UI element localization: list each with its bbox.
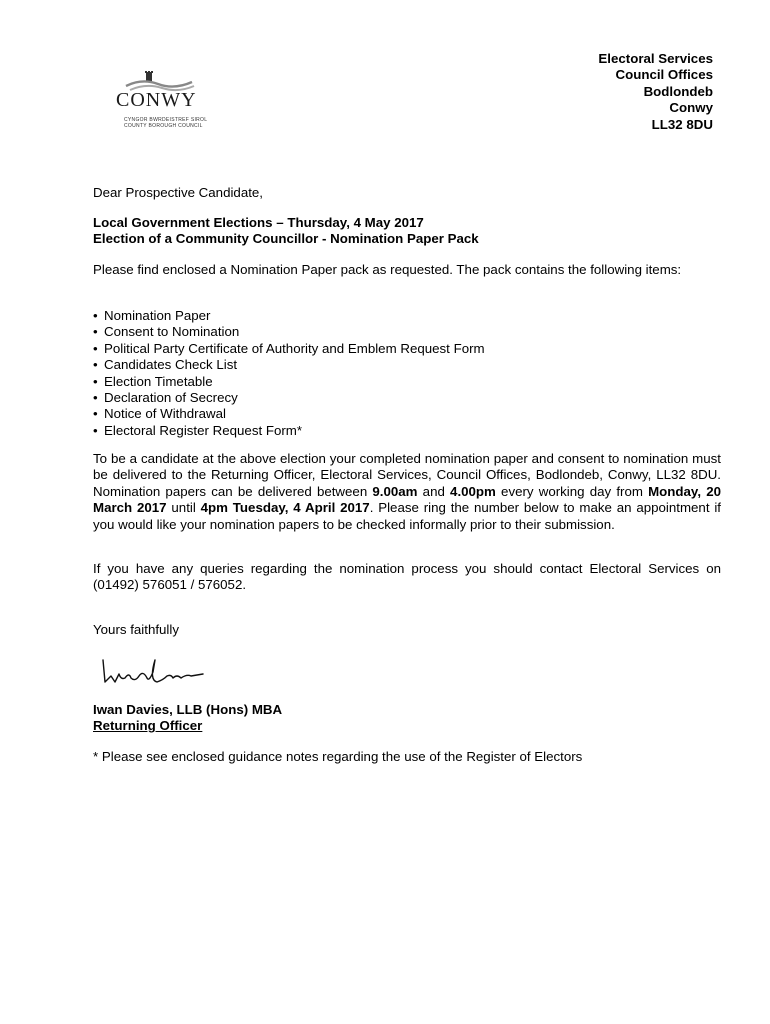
subject-line: Local Government Elections – Thursday, 4 May 2017 [93, 215, 424, 230]
bullet-icon: • [93, 340, 98, 356]
deadline: 4pm Tuesday, 4 April 2017 [200, 500, 370, 516]
list-item: • Declaration of Secrecy [93, 389, 238, 405]
logo-welsh-line: CYNGOR BWRDEISTREF SIROL [124, 117, 208, 123]
address-line: Council Offices [615, 67, 713, 83]
list-item: • Candidates Check List [93, 357, 238, 373]
start-date: Monday, 20 March 2017 [93, 483, 721, 516]
intro-paragraph: Please find enclosed a Nomination Paper pack as requested. The pack contains the following items: [93, 262, 682, 277]
bullet-icon: • [93, 373, 98, 389]
logo-wordmark: CONWY [116, 89, 197, 111]
bullet-icon: • [93, 324, 98, 340]
subject-line: Election of a Community Councillor - Nomination Paper Pack [93, 231, 479, 247]
bullet-icon: • [93, 406, 98, 422]
address-line: Electoral Services [598, 51, 713, 66]
bullet-icon: • [93, 308, 98, 323]
council-logo [110, 70, 210, 130]
signer-name: Iwan Davies, LLB (Hons) MBA [93, 702, 283, 717]
logo-english-line: COUNTY BOROUGH COUNCIL [124, 123, 203, 129]
handwritten-signature [97, 652, 209, 692]
bullet-icon: • [93, 389, 98, 405]
delivery-paragraph: To be a candidate at the above election your completed nomination paper and consent to nomination must be delivered to the Returning Officer, Electoral Services, Council Offices, Bodlondeb, Conwy, LL32 8DU. Nomination papers can be delivered between 9.00am and 4.00pm every working day from Monday, 20 March 2017 until 4pm Tuesday, 4 April 2017. Please ring the number below to make an appointment if you would like your nomination papers to be checked informally prior to their submission. [93, 451, 721, 532]
list-item: • Notice of Withdrawal [93, 406, 226, 422]
list-item: • Consent to Nomination [93, 324, 240, 340]
list-item: • Election Timetable [93, 373, 213, 389]
salutation: Dear Prospective Candidate, [93, 185, 263, 200]
close-time: 4.00pm [450, 483, 496, 499]
enclosed-items-list [93, 308, 485, 439]
footnote: * Please see enclosed guidance notes regarding the use of the Register of Electors [93, 749, 583, 764]
signer-block [93, 702, 282, 735]
list-item: • Nomination Paper [93, 308, 211, 323]
address-line: Conwy [669, 100, 713, 116]
list-item: • Electoral Register Request Form* [93, 422, 303, 438]
address-line: LL32 8DU [651, 116, 713, 132]
signer-title: Returning Officer [93, 718, 203, 734]
bullet-icon: • [93, 422, 98, 438]
closing: Yours faithfully [93, 622, 179, 637]
address-line: Bodlondeb [643, 83, 713, 99]
sender-address [598, 51, 713, 133]
bullet-icon: • [93, 357, 98, 373]
open-time: 9.00am [372, 483, 418, 499]
subject-heading [93, 215, 479, 248]
queries-paragraph: If you have any queries regarding the nomination process you should contact Electoral Services on (01492) 576051 / 576052. [93, 561, 721, 593]
list-item: • Political Party Certificate of Authority and Emblem Request Form [93, 340, 485, 356]
